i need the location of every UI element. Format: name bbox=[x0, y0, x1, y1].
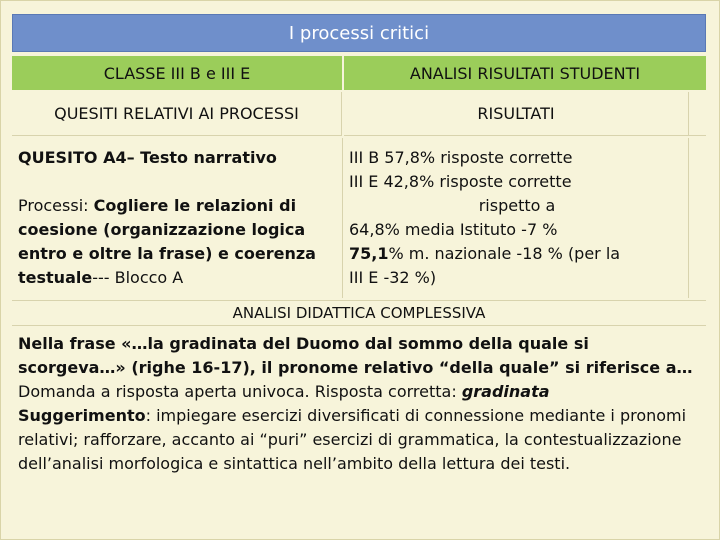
question-process: Processi: Cogliere le relazioni di coesione (organizzazione logica entro e oltre la frase) e coerenza testuale--- Blocco A bbox=[18, 196, 316, 287]
result-line-2: III E 42,8% risposte corrette bbox=[349, 172, 572, 191]
didactic-suggestion: Suggerimento: impiegare esercizi diversificati di connessione mediante i pronomi relativi; rafforzare, accanto ai “puri” esercizi di grammatica, la contestualizzazione dell’analisi morfologica e sintattica nell’ambito della lettura dei testi. bbox=[18, 406, 687, 473]
header-extra-cell bbox=[688, 92, 706, 136]
result-line-4: 64,8% media Istituto -7 % bbox=[349, 220, 558, 239]
didactic-question: Nella frase «…la gradinata del Duomo dal sommo della quale si scorgeva…» (righe 16-17), il pronome relativo “della quale” si riferisce a… bbox=[18, 334, 693, 377]
didactic-header: ANALISI DIDATTICA COMPLESSIVA bbox=[12, 300, 706, 326]
result-line-1: III B 57,8% risposte corrette bbox=[349, 148, 573, 167]
result-line-6: III E -32 %) bbox=[349, 268, 437, 287]
column-divider bbox=[342, 138, 343, 298]
didactic-body bbox=[18, 332, 702, 476]
question-cell bbox=[18, 146, 336, 290]
analysis-label: ANALISI RISULTATI STUDENTI bbox=[344, 56, 706, 90]
result-line-3: rispetto a bbox=[478, 196, 556, 215]
slide-title: I processi critici bbox=[12, 14, 706, 52]
column-divider-right bbox=[688, 138, 689, 298]
results-cell bbox=[349, 146, 685, 290]
class-label: CLASSE III B e III E bbox=[12, 56, 342, 90]
question-title: QUESITO A4– Testo narrativo bbox=[18, 148, 277, 167]
didactic-answer: Domanda a risposta aperta univoca. Risposta corretta: gradinata bbox=[18, 382, 550, 401]
result-line-5: 75,1% m. nazionale -18 % (per la bbox=[349, 244, 621, 263]
column-header-questions: QUESITI RELATIVI AI PROCESSI bbox=[12, 92, 342, 136]
column-header-results: RISULTATI bbox=[344, 92, 688, 136]
